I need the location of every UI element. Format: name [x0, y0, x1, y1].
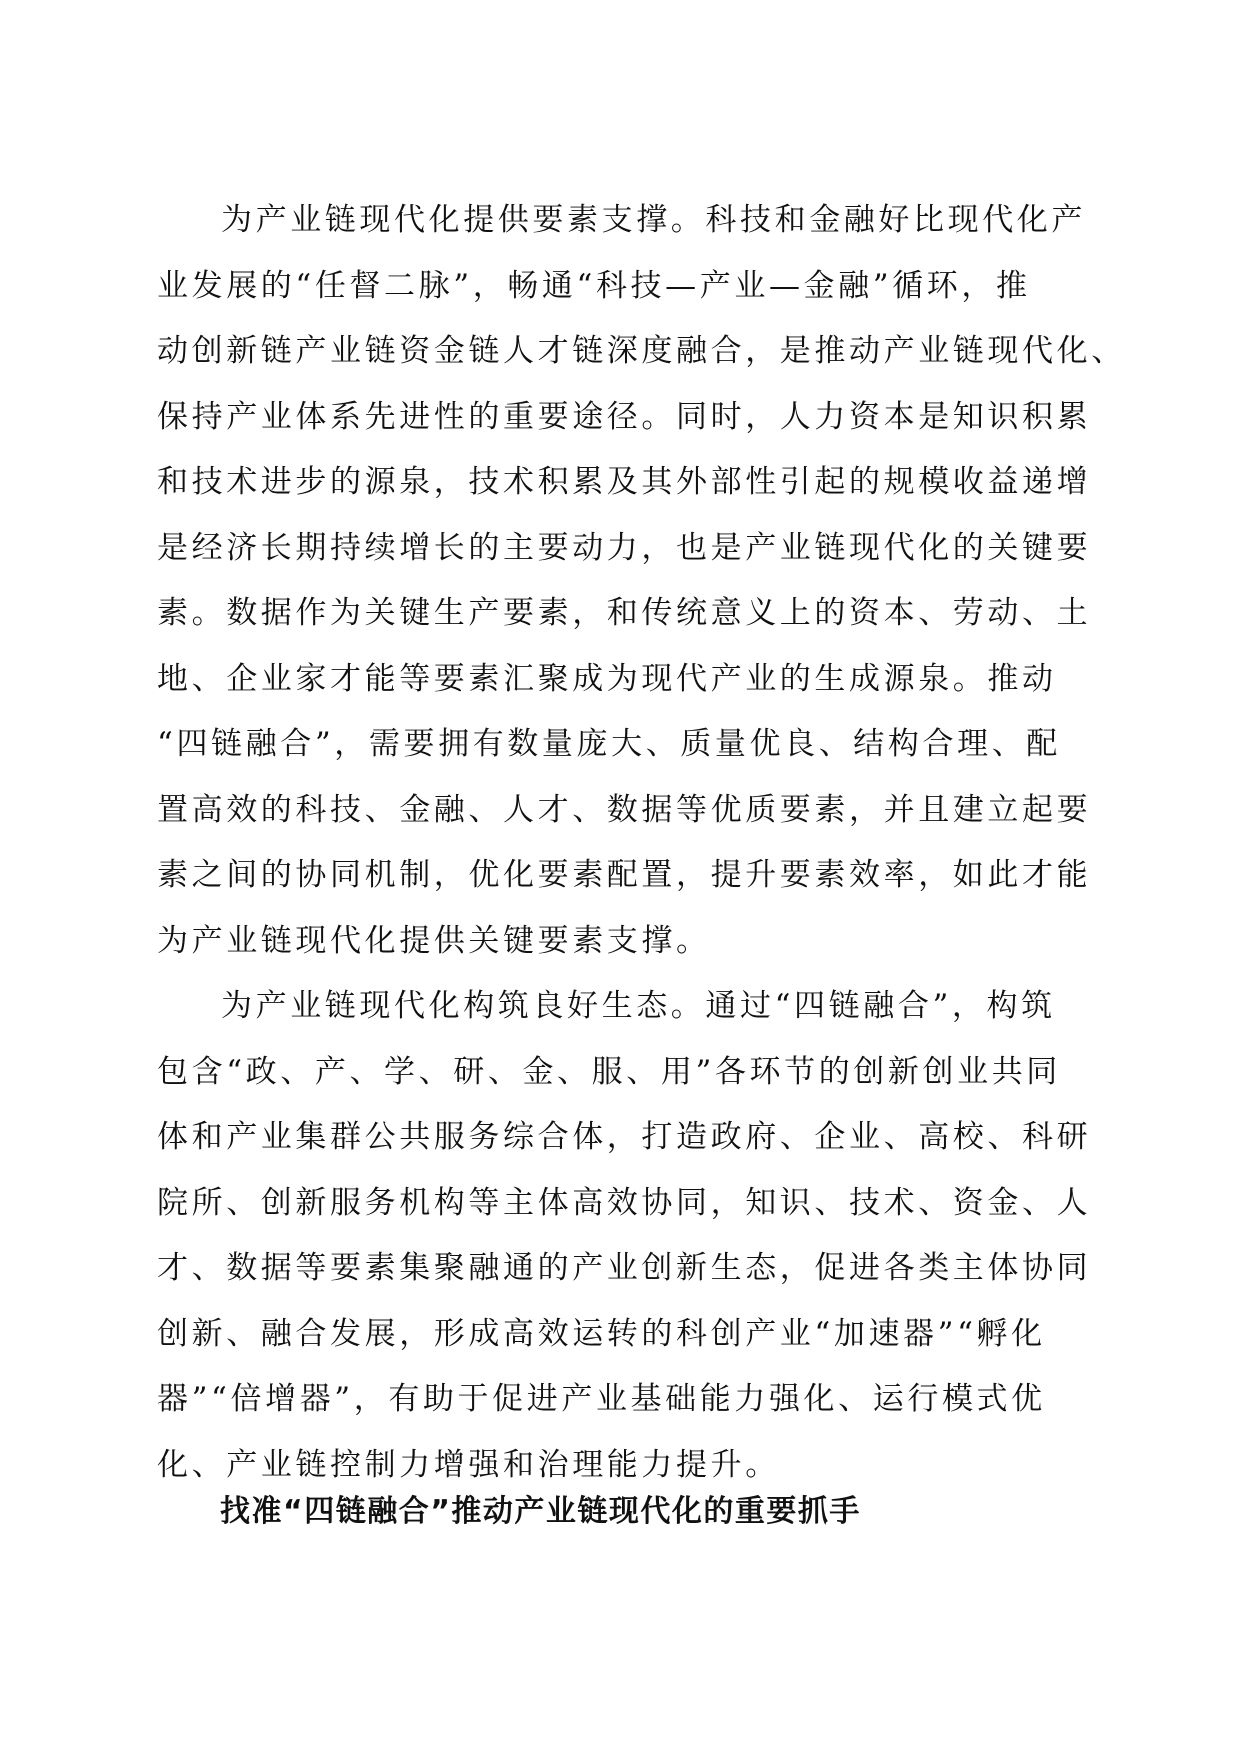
text-line: 为产业链现代化提供要素支撑。科技和金融好比现代化产 — [221, 202, 1086, 238]
text-line: 是经济长期持续增长的主要动力，也是产业链现代化的关键要 — [157, 529, 1092, 566]
text-line: 素之间的协同机制，优化要素配置，提升要素效率，如此才能 — [157, 857, 1092, 893]
text-line: “四链融合”，需要拥有数量庞大、质量优良、结构合理、配 — [157, 726, 1061, 762]
text-line: 院所、创新服务机构等主体高效协同，知识、技术、资金、人 — [157, 1184, 1092, 1221]
text-line: 置高效的科技、金融、人才、数据等优质要素，并且建立起要 — [157, 791, 1092, 828]
text-line: 器”“倍增器”，有助于促进产业基础能力强化、运行模式优 — [157, 1381, 1046, 1417]
text-line: 创新、融合发展，形成高效运转的科创产业“加速器”“孵化 — [157, 1315, 1046, 1352]
text-line: 才、数据等要素集聚融通的产业创新生态，促进各类主体协同 — [157, 1250, 1092, 1286]
text-line: 地、企业家才能等要素汇聚成为现代产业的生成源泉。推动 — [157, 660, 1057, 697]
text-line: 包含“政、产、学、研、金、服、用”各环节的创新创业共同 — [157, 1053, 1061, 1090]
paragraph-ecosystem — [157, 974, 1092, 1498]
text-line: 素。数据作为关键生产要素，和传统意义上的资本、劳动、土 — [157, 595, 1092, 631]
text-line: 业发展的“任督二脉”，畅通“科技—产业—金融”循环，推 — [157, 267, 1031, 304]
document-body — [157, 188, 1126, 1498]
text-line: 为产业链现代化构筑良好生态。通过“四链融合”，构筑 — [221, 988, 1056, 1024]
text-line: 动创新链产业链资金链人才链深度融合，是推动产业链现代化、 — [157, 333, 1126, 369]
paragraph-factor-support — [157, 188, 1126, 974]
text-line: 和技术进步的源泉，技术积累及其外部性引起的规模收益递增 — [157, 464, 1092, 500]
text-line: 保持产业体系先进性的重要途径。同时，人力资本是知识积累 — [157, 398, 1092, 435]
text-line: 体和产业集群公共服务综合体，打造政府、企业、高校、科研 — [157, 1119, 1092, 1155]
text-line: 为产业链现代化提供关键要素支撑。 — [157, 922, 711, 959]
section-heading: 找准“四链融合”推动产业链现代化的重要抓手 — [220, 1494, 861, 1529]
text-line: 化、产业链控制力增强和治理能力提升。 — [157, 1446, 780, 1483]
